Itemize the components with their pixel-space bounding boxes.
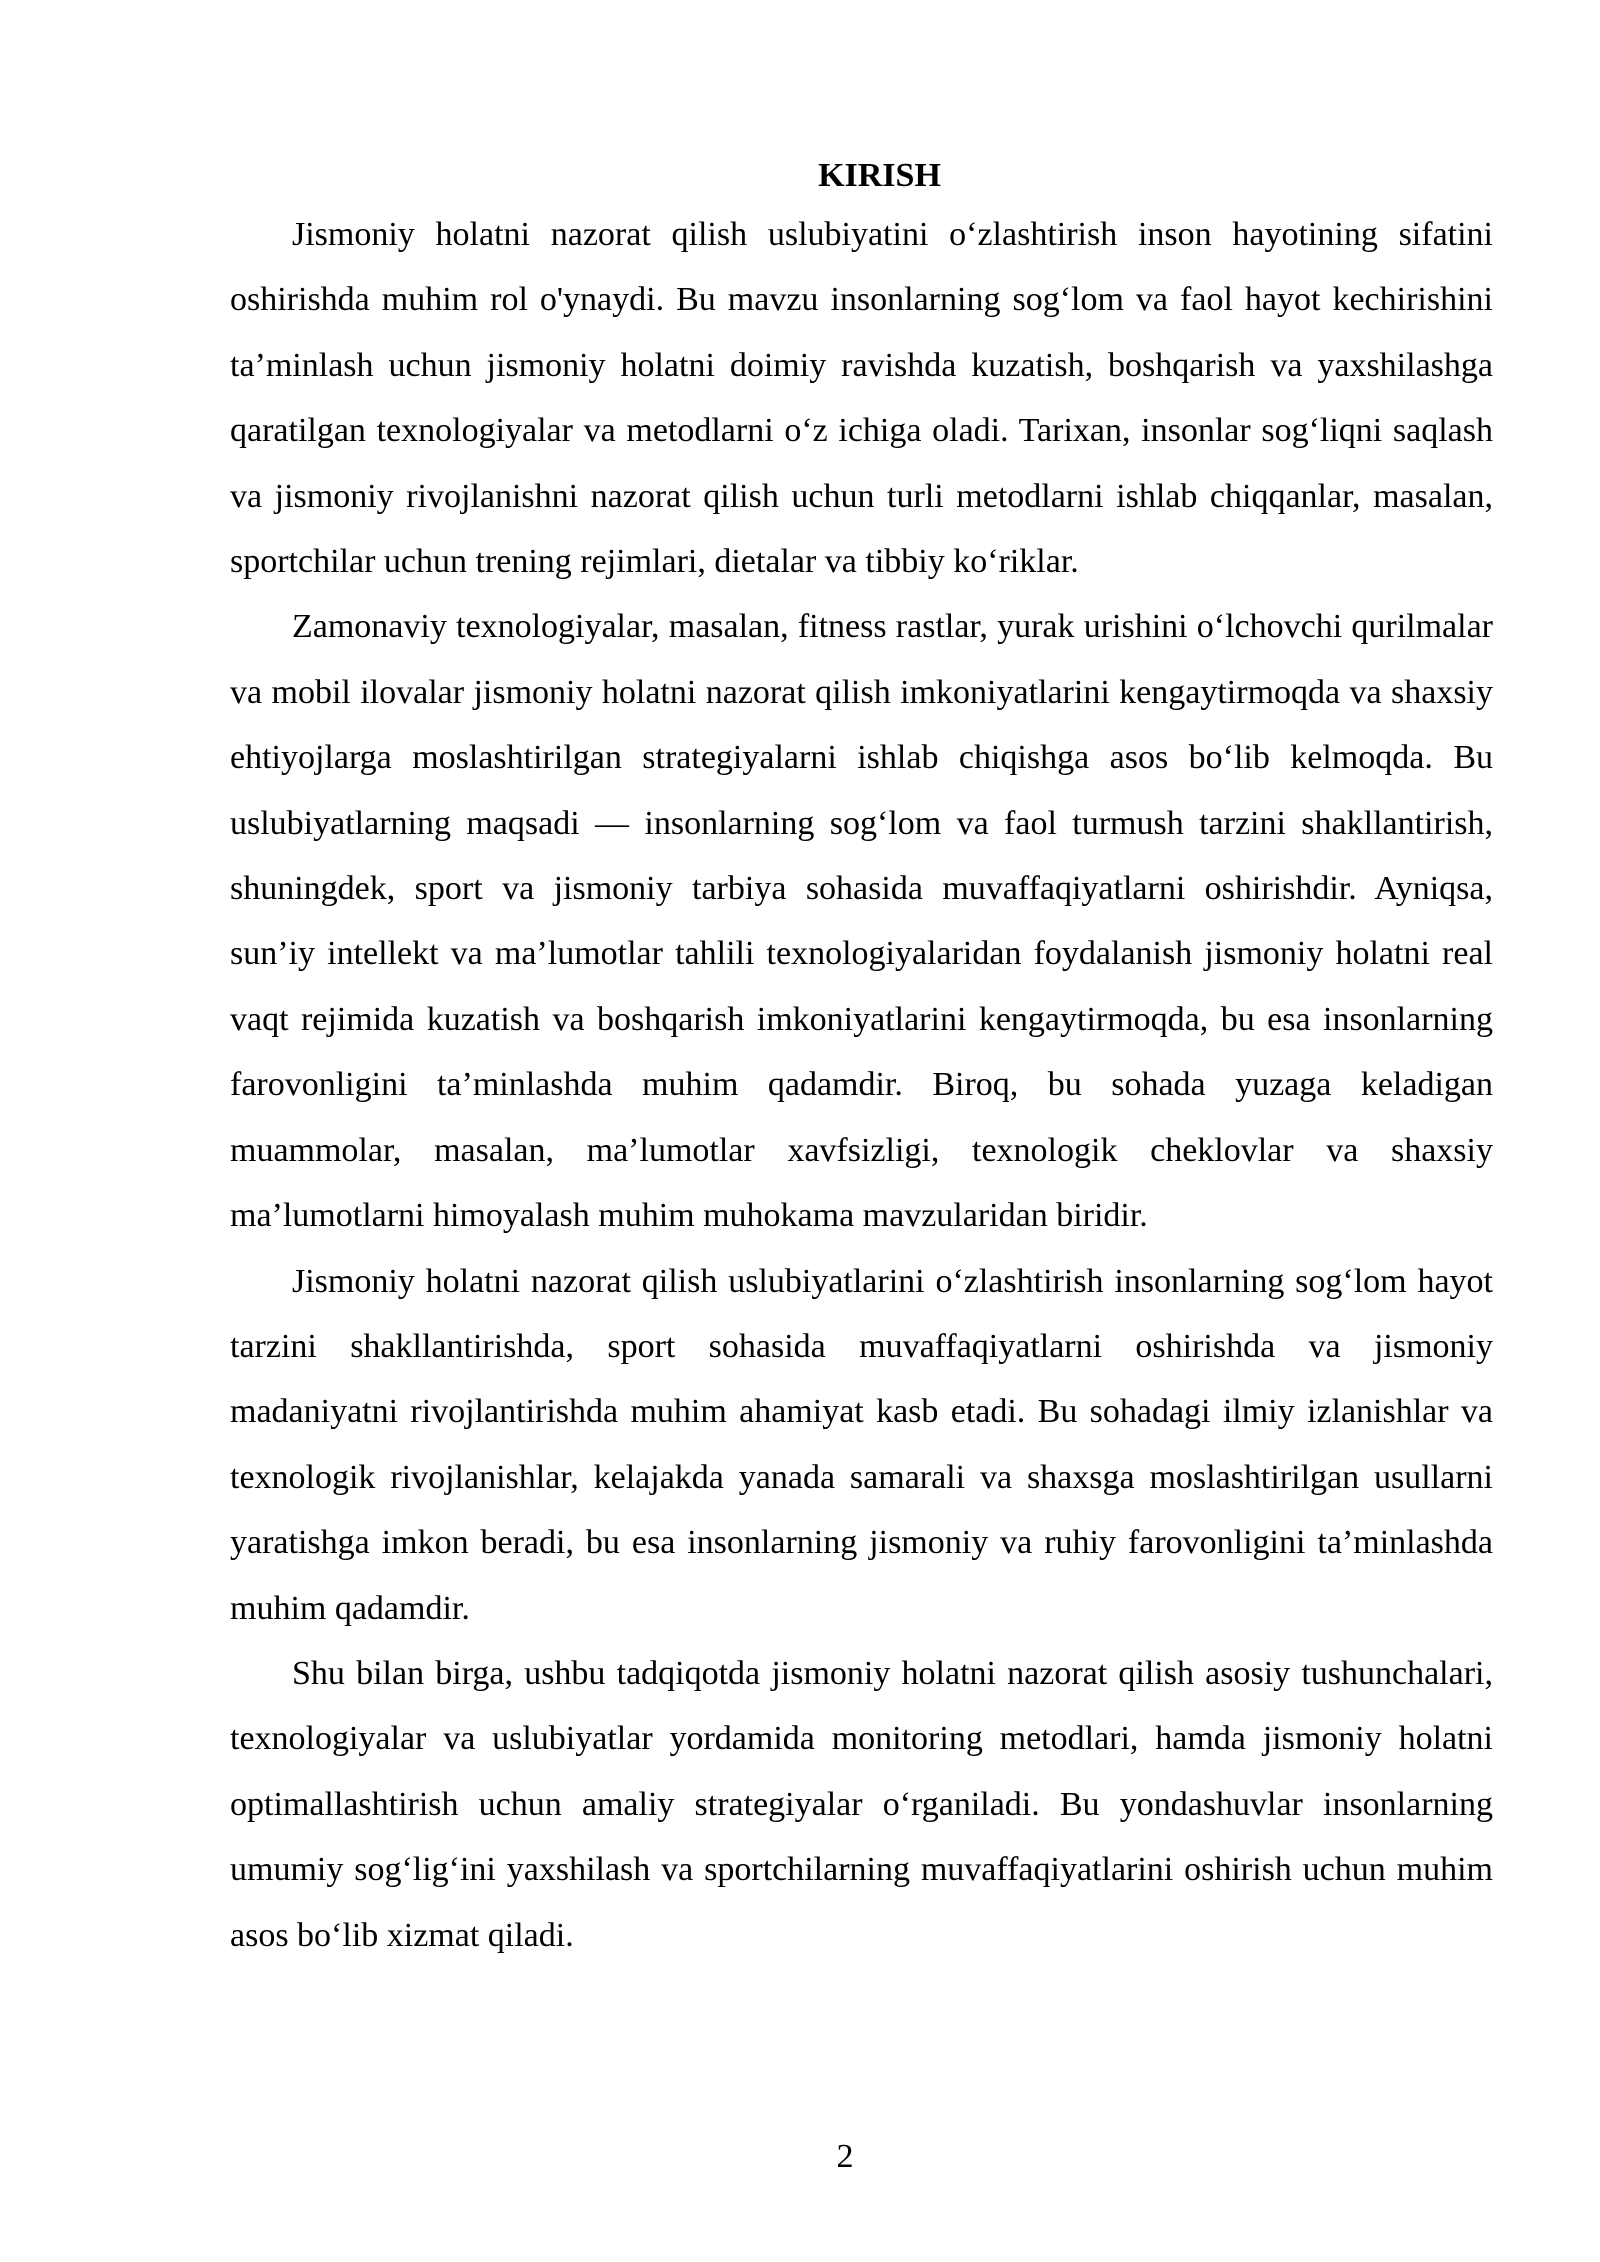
paragraph-modern-technologies: Zamonaviy texnologiyalar, masalan, fitness rastlar, yurak urishini o‘lchovchi qurilmalar va mobil ilovalar jismoniy holatni nazorat qilish imkoniyatlarini kengaytirmoqda va shaxsiy ehtiyojlarga moslashtirilgan strategiyalarni ishlab chiqishga asos bo‘lib kelmoqda. Bu uslubiyatlarning maqsadi — insonlarning sog‘lom va faol turmush tarzini shakllantirish, shuningdek, sport va jismoniy tarbiya sohasida muvaffaqiyatlarni oshirishdir. Ayniqsa, sun’iy intellekt va ma’lumotlar tahlili texnologiyalaridan foydalanish jismoniy holatni real vaqt rejimida kuzatish va boshqarish imkoniyatlarini kengaytirmoqda, bu esa insonlarning farovonligini ta’minlashda muhim qadamdir. Biroq, bu sohada yuzaga keladigan muammolar, masalan, ma’lumotlar xavfsizligi, texnologik cheklovlar va shaxsiy ma’lumotlarni himoyalash muhim muhokama mavzularidan biridir. [230, 608, 1493, 1235]
paragraph-methodology-importance: Jismoniy holatni nazorat qilish uslubiyatlarini o‘zlashtirish insonlarning sog‘lom hayot tarzini shakllantirishda, sport sohasida muvaffaqiyatlarni oshirishda va jismoniy madaniyatni rivojlantirishda muhim ahamiyat kasb etadi. Bu sohadagi ilmiy izlanishlar va texnologik rivojlanishlar, kelajakda yanada samarali va shaxsga moslashtirilgan usullarni yaratishga imkon beradi, bu esa insonlarning jismoniy va ruhiy farovonligini ta’minlashda muhim qadamdir. [230, 1262, 1493, 1627]
page-number: 2 [836, 2138, 854, 2175]
paragraph-research-scope: Shu bilan birga, ushbu tadqiqotda jismoniy holatni nazorat qilish asosiy tushunchalari, texnologiyalar va uslubiyatlar yordamida monitoring metodlari, hamda jismoniy holatni optimallashtirish uchun amaliy strategiyalar o‘rganiladi. Bu yondashuvlar insonlarning umumiy sog‘lig‘ini yaxshilash va sportchilarning muvaffaqiyatlarini oshirish uchun muhim asos bo‘lib xizmat qiladi. [230, 1654, 1493, 1954]
paragraph-intro: Jismoniy holatni nazorat qilish uslubiyatini o‘zlashtirish inson hayotining sifatini oshirishda muhim rol o'ynaydi. Bu mavzu insonlarning sog‘lom va faol hayot kechirishini ta’minlash uchun jismoniy holatni doimiy ravishda kuzatish, boshqarish va yaxshilashga qaratilgan texnologiyalar va metodlarni o‘z ichiga oladi. Tarixan, insonlar sog‘liqni saqlash va jismoniy rivojlanishni nazorat qilish uchun turli metodlarni ishlab chiqqanlar, masalan, sportchilar uchun trening rejimlari, dietalar va tibbiy ko‘riklar. [230, 216, 1493, 581]
section-heading: KIRISH [818, 157, 941, 194]
page-content [230, 150, 1493, 1968]
